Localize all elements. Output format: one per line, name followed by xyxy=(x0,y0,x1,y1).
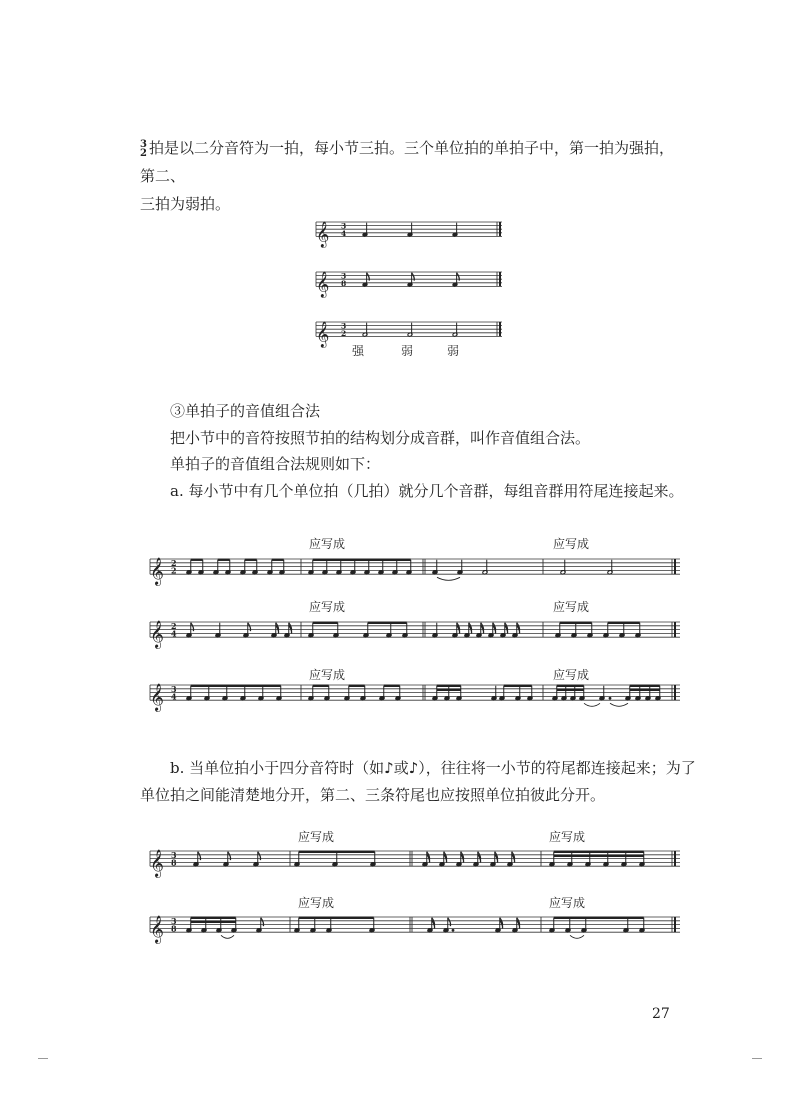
time-signature-denominator: 4 xyxy=(171,629,177,639)
strong-beat-label: 强 xyxy=(352,344,365,358)
time-signature-denominator: 2 xyxy=(171,566,177,576)
treble-clef-icon: 𝄞 xyxy=(150,620,164,649)
rule-b-line-2: 单位拍之间能清楚地分开，第二、三条符尾也应按照单位拍彼此分开。 xyxy=(140,786,606,804)
augmentation-dot xyxy=(452,929,455,932)
treble-clef-icon: 𝄞 xyxy=(150,683,164,712)
section-heading: ③单拍子的音值组合法 xyxy=(170,402,321,420)
time-signature-numerator: 3 xyxy=(341,221,347,231)
intro-line-2: 三拍为弱拍。 xyxy=(140,195,231,213)
time-signature-fraction: 3 2 xyxy=(140,139,147,159)
tie xyxy=(437,577,460,580)
time-signature-numerator: 3 xyxy=(341,271,347,281)
should-write-label: 应写成 xyxy=(553,600,590,614)
weak-beat-label-1: 弱 xyxy=(401,344,414,358)
crop-mark xyxy=(38,1058,48,1059)
rules-intro: 单拍子的音值组合法规则如下： xyxy=(170,455,381,473)
crop-mark xyxy=(752,1058,762,1059)
treble-clef-icon: 𝄞 xyxy=(316,321,330,348)
treble-clef-icon: 𝄞 xyxy=(150,557,164,586)
page-number: 27 xyxy=(652,1006,670,1022)
should-write-label: 应写成 xyxy=(553,668,590,682)
should-write-label: 应写成 xyxy=(309,668,346,682)
rule-b-line-1: b. 当单位拍小于四分音符时（如♪或♪），往往将一小节的符尾都连接起来；为了 xyxy=(170,759,696,777)
should-write-label: 应写成 xyxy=(549,830,586,844)
augmentation-dot xyxy=(609,697,612,700)
treble-clef-icon: 𝄞 xyxy=(150,915,164,944)
should-write-label: 应写成 xyxy=(309,600,346,614)
treble-clef-icon: 𝄞 xyxy=(316,271,330,298)
should-write-label: 应写成 xyxy=(553,537,590,551)
tie xyxy=(221,935,234,938)
time-signature-denominator: 4 xyxy=(171,692,177,702)
tie xyxy=(610,703,628,706)
time-signature-denominator: 8 xyxy=(171,858,177,868)
section-description: 把小节中的音符按照节拍的结构划分成音群，叫作音值组合法。 xyxy=(170,429,591,447)
time-signature-denominator: 8 xyxy=(341,278,347,288)
should-write-label: 应写成 xyxy=(309,537,346,551)
treble-clef-icon: 𝄞 xyxy=(150,849,164,878)
intro-line-1: 拍是以二分音符为一拍，每小节三拍。三个单位拍的单拍子中，第一拍为强拍，第二、 xyxy=(140,139,674,185)
time-signature-numerator: 3 xyxy=(171,685,177,695)
time-signature-numerator: 2 xyxy=(171,559,177,569)
should-write-label: 应写成 xyxy=(298,830,335,844)
time-signature-numerator: 2 xyxy=(171,622,177,632)
weak-beat-label-2: 弱 xyxy=(447,344,460,358)
time-signature-numerator: 3 xyxy=(341,321,347,331)
time-signature-denominator: 2 xyxy=(341,328,347,338)
rule-a: a. 每小节中有几个单位拍（几拍）就分几个音群，每组音群用符尾连接起来。 xyxy=(170,482,684,500)
time-signature-denominator: 4 xyxy=(341,228,347,238)
treble-clef-icon: 𝄞 xyxy=(316,221,330,248)
should-write-label: 应写成 xyxy=(298,896,335,910)
tie xyxy=(584,703,600,706)
should-write-label: 应写成 xyxy=(549,896,586,910)
time-signature-numerator: 3 xyxy=(171,917,177,927)
time-signature-denominator: 8 xyxy=(171,924,177,934)
tie xyxy=(570,935,584,938)
time-signature-numerator: 3 xyxy=(171,851,177,861)
